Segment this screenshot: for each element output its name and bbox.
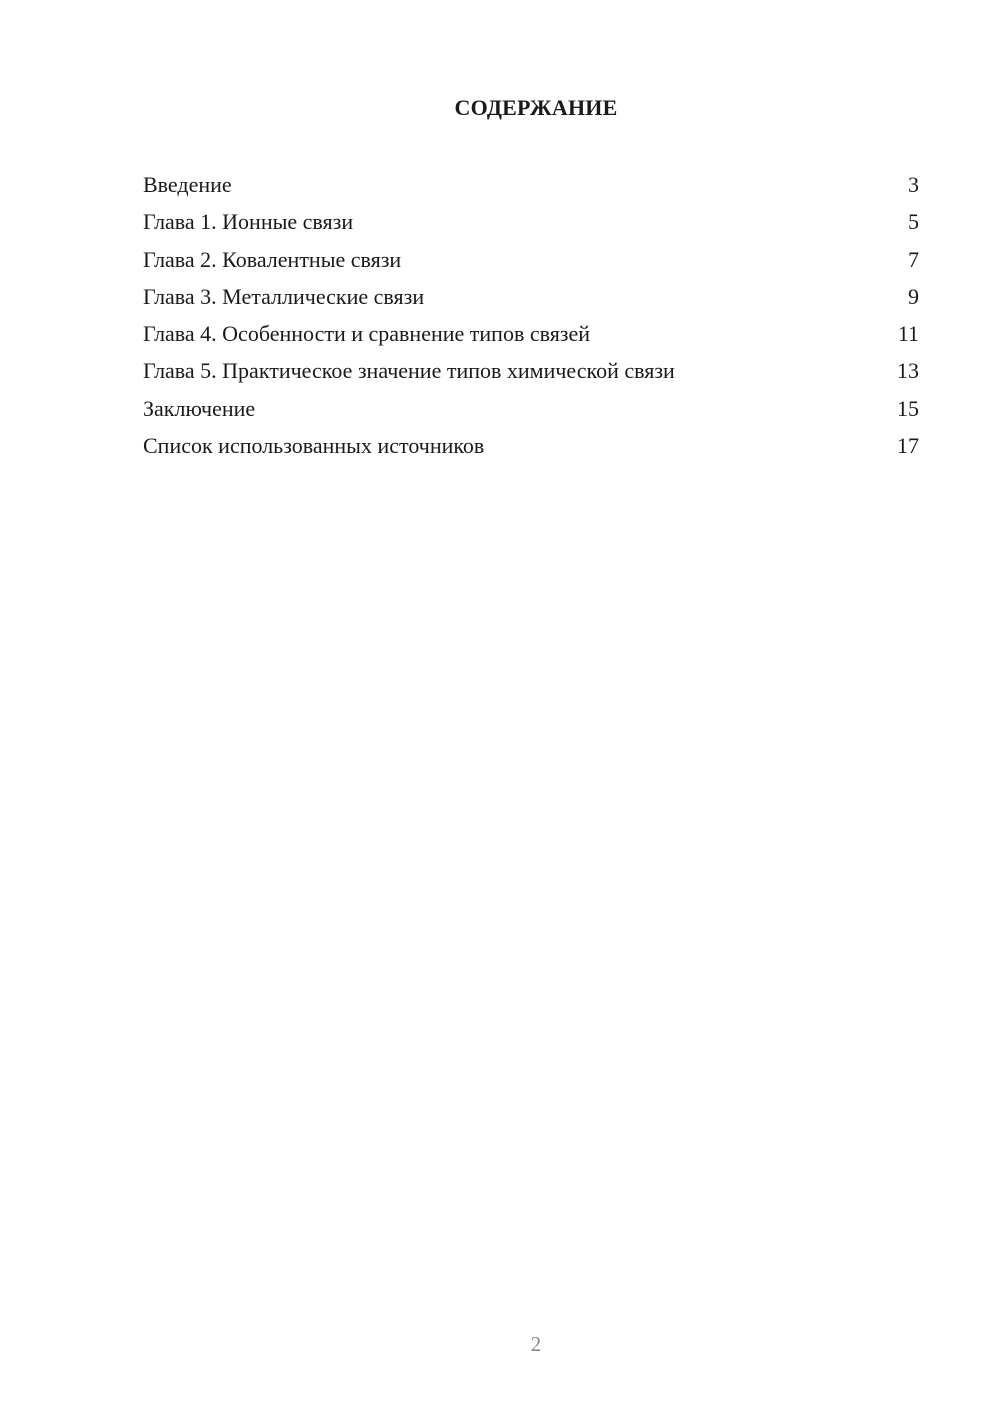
toc-entry-page: 15: [897, 395, 919, 421]
toc-entry-introduction[interactable]: [143, 168, 919, 205]
toc-entry-page: 13: [897, 358, 919, 384]
toc-entry-chapter-5[interactable]: [143, 354, 919, 391]
toc-entry-page: 3: [908, 172, 919, 197]
toc-entry-chapter-3[interactable]: [143, 280, 919, 317]
toc-entry-page: 5: [908, 209, 919, 235]
toc-entry-title: Глава 3. Металлические связи: [143, 283, 425, 309]
toc-entry-references[interactable]: [143, 429, 919, 466]
toc-entry-chapter-1[interactable]: [143, 205, 919, 242]
toc-entry-conclusion[interactable]: [143, 392, 919, 429]
toc-entry-page: 17: [897, 433, 919, 459]
toc-entry-title: Глава 4. Особенности и сравнение типов связей: [143, 321, 591, 347]
toc-entry-page: 11: [897, 321, 919, 347]
toc-heading: СОДЕРЖАНИЕ: [454, 95, 618, 120]
toc-list: [143, 168, 919, 466]
page-number: 2: [530, 1332, 542, 1356]
toc-entry-chapter-2[interactable]: [143, 243, 919, 280]
toc-entry-chapter-4[interactable]: [143, 317, 919, 354]
toc-entry-title: Список использованных источников: [143, 433, 485, 459]
toc-entry-title: Введение: [143, 172, 232, 197]
toc-entry-title: Глава 5. Практическое значение типов химической связи: [143, 358, 675, 384]
toc-entry-page: 9: [908, 283, 919, 309]
toc-entry-title: Заключение: [143, 395, 256, 421]
toc-entry-title: Глава 2. Ковалентные связи: [143, 246, 402, 272]
toc-entry-title: Глава 1. Ионные связи: [143, 209, 354, 235]
toc-entry-page: 7: [908, 246, 919, 272]
